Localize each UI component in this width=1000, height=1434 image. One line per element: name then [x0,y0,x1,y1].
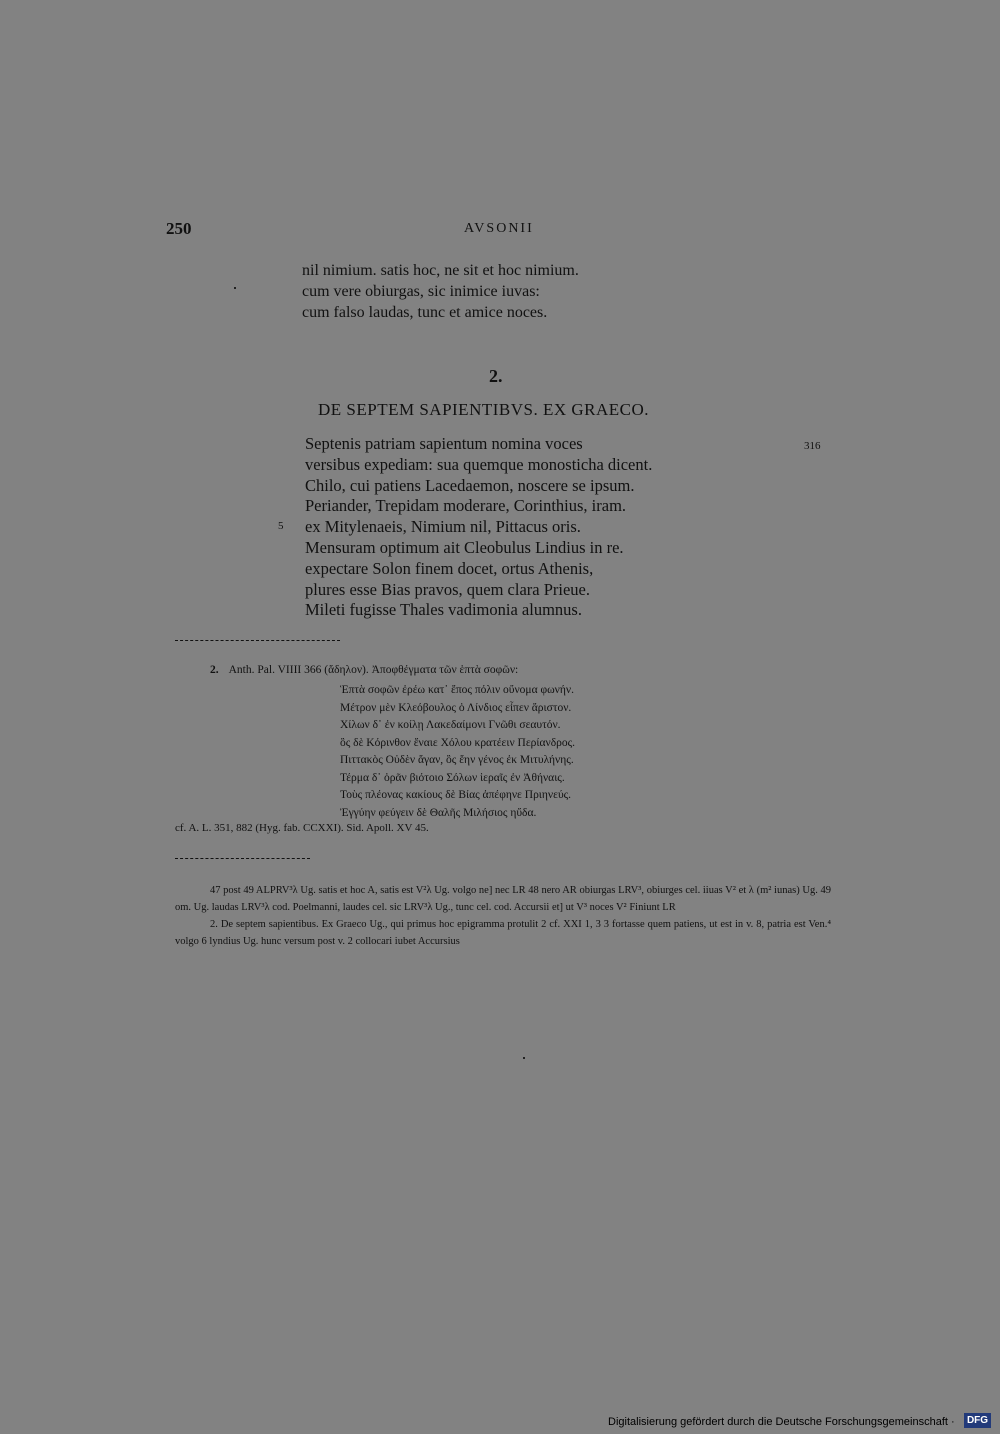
apparatus-rule [175,858,310,859]
verse-line: nil nimium. satis hoc, ne sit et hoc nimium. [302,262,579,279]
greek-epigram [340,682,575,822]
running-title: AVSONII [464,221,534,236]
apparatus-paragraph: 47 post 49 ALPRV³λ Ug. satis et hoc A, satis est V²λ Ug. volgo ne] nec LR 48 nero AR obiurgas LRV³, obiurges cel. iiuas V² et λ (m² iunas) Ug. 49 om. Ug. laudas LRV³λ cod. Poelmanni, laudes cel. sic LRV³λ Ug., tunc cel. cod. Accursii et] ut V³ noces V² Finiunt LR [175,885,831,913]
poem-line: Periander, Trepidam moderare, Corinthius, iram. [305,496,627,516]
greek-note-head [210,664,518,676]
greek-line: Τέρμα δ᾽ ὁρᾶν βιότοιο Σόλων ἱεραῖς ἐν Ἀθήναις. [340,771,565,784]
top-verses [302,260,579,323]
page-number: 250 [166,219,192,238]
footer-credit: Digitalisierung gefördert durch die Deutsche Forschungsgemeinschaft · [608,1416,955,1428]
greek-line: ὃς δὲ Κόρινθον ἔναιε Χόλου κρατέειν Περίανδρος. [340,736,576,749]
section-title: DE SEPTEM SAPIENTIBVS. EX GRAECO. [318,400,650,419]
greek-note-number: 2. [210,664,219,676]
speck [234,287,236,289]
apparatus-paragraph: 2. De septem sapientibus. Ex Graeco Ug., qui primus hoc epigramma protulit 2 cf. XXI 1, 3 3 fortasse quem patiens, ut est in v. 8, patria est Ven.⁴ volgo 6 lyndius Ug. hunc versum post v. 2 collocari iubet Accursius [175,919,831,947]
poem-line: expectare Solon finem docet, ortus Athenis, [305,558,594,578]
footnote-rule [175,640,340,641]
greek-line: Μέτρον μὲν Κλεόβουλος ὁ Λίνδιος εἶπεν ἄριστον. [340,701,572,714]
poem-line: plures esse Bias pravos, quem clara Prieue. [305,579,590,599]
poem-line: Mileti fugisse Thales vadimonia alumnus. [305,600,582,620]
poem-line: Mensuram optimum ait Cleobulus Lindius in re. [305,537,624,557]
poem-line: Septenis patriam sapientum nomina voces [305,434,583,453]
poem-line: Chilo, cui patiens Lacedaemon, noscere se ipsum. [305,475,635,495]
critical-apparatus [175,882,831,950]
greek-line: Ἐγγύην φεύγειν δὲ Θαλῆς Μιλήσιος ηὔδα. [340,806,537,819]
line-number-marker: 316 [804,440,821,452]
verse-line: cum vere obiurgas, sic inimice iuvas: [302,283,540,300]
poem-line: versibus expediam: sua quemque monosticha dicent. [305,454,653,474]
verse-line: cum falso laudas, tunc et amice noces. [302,304,548,321]
dfg-logo: DFG [964,1413,991,1428]
greek-note-cf: cf. A. L. 351, 882 (Hyg. fab. CCXXI). Sid. Apoll. XV 45. [175,822,429,834]
line-number-marker: 5 [278,520,284,532]
greek-line: Ἑπτὰ σοφῶν ἐρέω κατ᾽ ἔπος πόλιν οὔνομα φωνήν. [340,684,574,696]
greek-line: Χίλων δ᾽ ἐν κοίλῃ Λακεδαίμονι Γνῶθι σεαυτόν. [340,719,561,731]
greek-line: Πιττακὸς Οὐδὲν ἄγαν, ὃς ἔην γένος ἐκ Μιτυλήνης. [340,754,574,766]
greek-note-source: Anth. Pal. VIIII 366 (ἄδηλον). Ἀποφθέγματα τῶν ἑπτὰ σοφῶν: [228,664,519,676]
speck [523,1057,525,1059]
poem-line: ex Mitylenaeis, Nimium nil, Pittacus oris. [305,517,581,537]
greek-line: Τοὺς πλέονας κακίους δὲ Βίας ἀπέφηνε Πριηνεύς. [340,789,572,801]
poem-body [305,434,652,621]
section-number: 2. [489,366,503,386]
